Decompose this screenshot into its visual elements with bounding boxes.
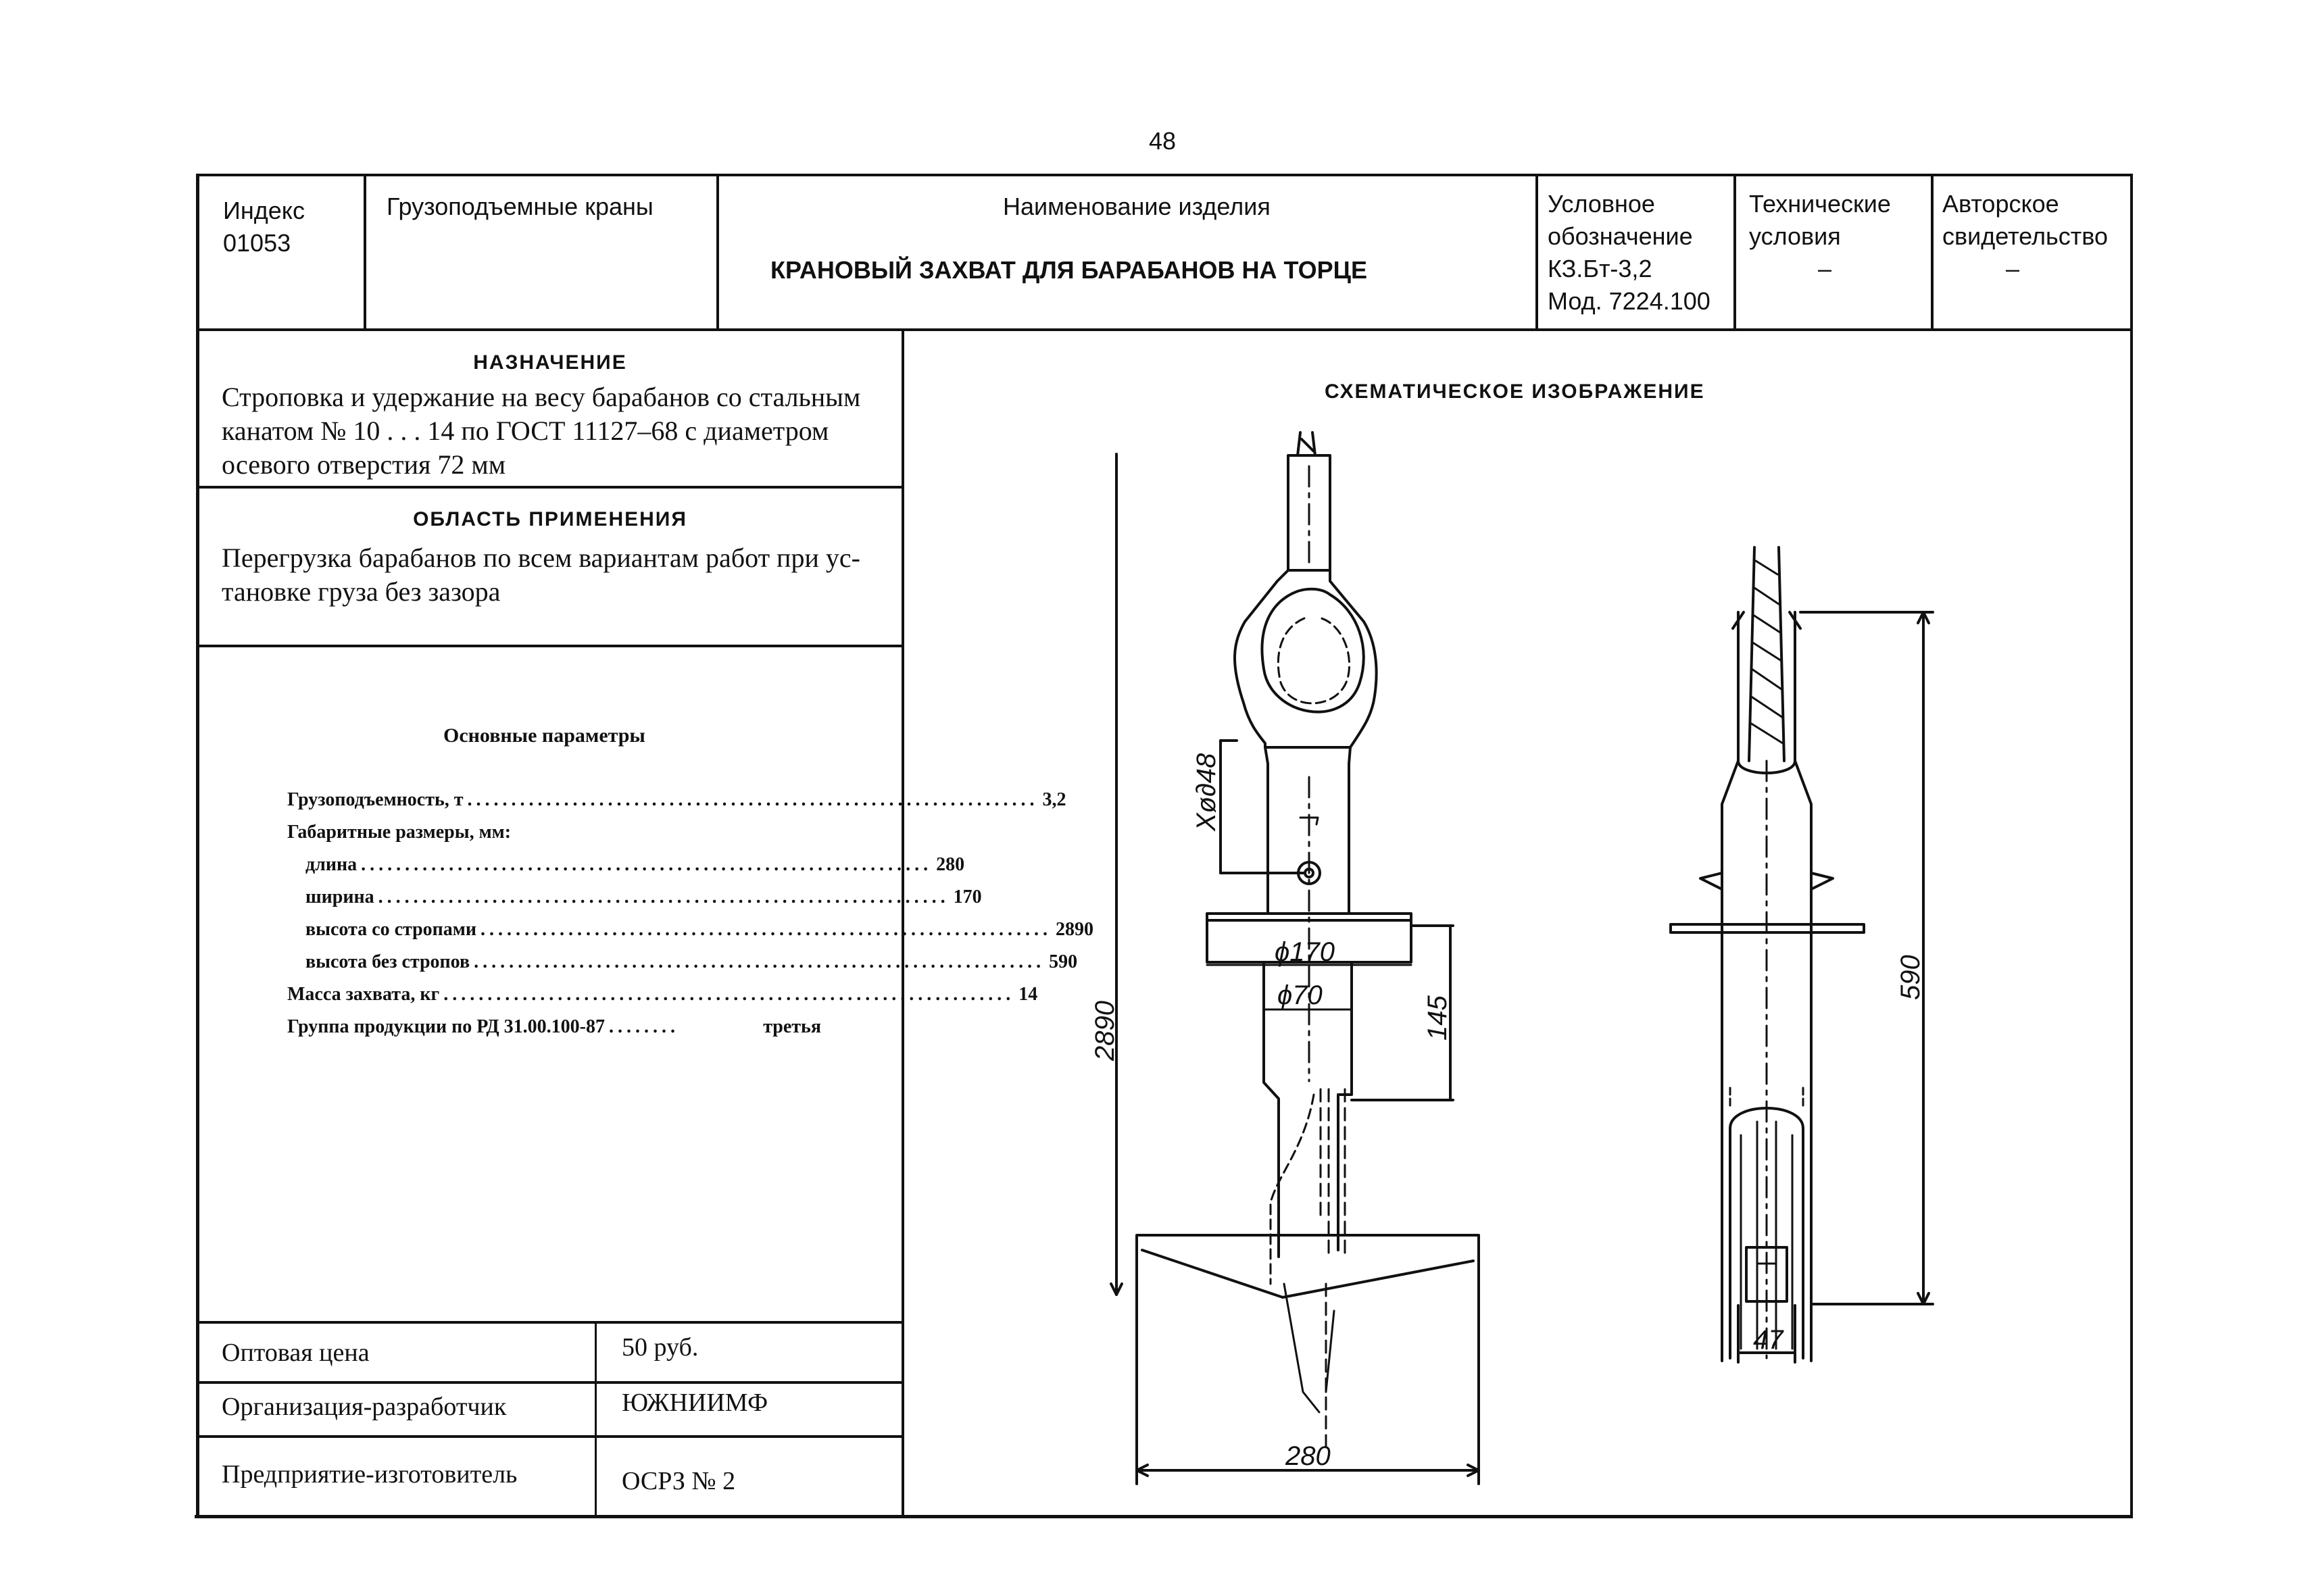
param-label: Грузоподъемность, т	[287, 789, 464, 810]
param-label: длина	[305, 854, 358, 875]
developer-value: ЮЖНИИМФ	[622, 1389, 768, 1417]
designation-value-2: Мод. 7224.100	[1548, 287, 1710, 315]
dim-hole-label: Xø∂48	[1191, 753, 1221, 831]
dim-width-side-label: 47	[1753, 1325, 1783, 1355]
application-line-2: тановке груза без зазора	[222, 576, 501, 607]
developer-label: Организация-разработчик	[222, 1393, 507, 1421]
manufacturer-value: ОСРЗ № 2	[622, 1467, 736, 1495]
certificate-label-2: свидетельство	[1942, 222, 2108, 250]
param-label: высота со стропами	[305, 919, 476, 940]
param-label: высота без стропов	[305, 951, 470, 972]
param-value: 3,2	[1042, 789, 1066, 810]
dim-height-no-slings-label: 590	[1896, 955, 1925, 1000]
category: Грузоподъемные краны	[387, 193, 654, 220]
manufacturer-label: Предприятие-изготовитель	[222, 1460, 518, 1489]
param-label: Габаритные размеры, мм:	[287, 822, 512, 843]
certificate-label-1: Авторское	[1942, 190, 2059, 218]
designation-value-1: КЗ.Бт-3,2	[1548, 255, 1652, 282]
param-value: 2890	[1056, 919, 1093, 940]
index-label: Индекс	[223, 197, 305, 224]
param-value: 14	[1018, 984, 1038, 1005]
certificate-value: –	[2006, 255, 2020, 282]
designation-label-2: обозначение	[1548, 222, 1693, 250]
param-row-height-without-slings: высота без стропов ................................................................. 590	[305, 951, 1078, 972]
parameters-title: Основные параметры	[443, 724, 645, 747]
product-name-label: Наименование изделия	[1003, 193, 1271, 220]
dim-shaft-label: ϕ70	[1277, 980, 1323, 1010]
drawing-title: СХЕМАТИЧЕСКОЕ ИЗОБРАЖЕНИЕ	[1325, 380, 1705, 403]
purpose-line-2: канатом № 10 . . . 14 по ГОСТ 11127–68 с диаметром	[222, 416, 829, 446]
tech-conditions-label-2: условия	[1749, 222, 1841, 250]
application-line-1: Перегрузка барабанов по всем вариантам работ при ус-	[222, 543, 860, 573]
tech-conditions-value: –	[1818, 255, 1832, 282]
dim-total-height-label: 2890	[1090, 1001, 1120, 1061]
purpose-line-3: осевого отверстия 72 мм	[222, 449, 506, 480]
param-row-capacity: Грузоподъемность, т ................................................................. 3,2	[287, 789, 1066, 810]
param-value: третья	[763, 1016, 821, 1037]
price-label: Оптовая цена	[222, 1339, 370, 1367]
param-value: 280	[936, 854, 965, 875]
purpose-title: НАЗНАЧЕНИЕ	[473, 351, 627, 374]
param-row-height-with-slings: высота со стропами ................................................................. 2890	[305, 919, 1093, 940]
dim-145-label: 145	[1423, 995, 1452, 1041]
param-label: ширина	[305, 887, 374, 907]
page-number: 48	[1149, 127, 1177, 155]
tech-conditions-label-1: Технические	[1749, 190, 1891, 218]
param-label: Группа продукции по РД 31.00.100-87	[287, 1016, 605, 1037]
purpose-line-1: Строповка и удержание на весу барабанов со стальным	[222, 382, 861, 412]
param-value: 590	[1049, 951, 1078, 972]
dim-disk-label: ϕ170	[1275, 937, 1335, 967]
product-name: КРАНОВЫЙ ЗАХВАТ ДЛЯ БАРАБАНОВ НА ТОРЦЕ	[770, 256, 1367, 284]
price-value: 50 руб.	[622, 1333, 699, 1362]
param-row-length: длина ................................................................. 280	[305, 854, 965, 875]
param-row-mass: Масса захвата, кг ................................................................. 14	[287, 984, 1038, 1005]
application-title: ОБЛАСТЬ ПРИМЕНЕНИЯ	[413, 508, 687, 530]
param-row-width: ширина ................................................................. 170	[305, 887, 982, 907]
designation-label-1: Условное	[1548, 190, 1655, 218]
param-row-product-group: Группа продукции по РД 31.00.100-87 ........ третья	[287, 1016, 821, 1037]
param-value: 170	[953, 887, 982, 907]
param-label: Масса захвата, кг	[287, 984, 440, 1005]
index-value: 01053	[223, 229, 291, 257]
dim-length-label: 280	[1285, 1441, 1331, 1471]
